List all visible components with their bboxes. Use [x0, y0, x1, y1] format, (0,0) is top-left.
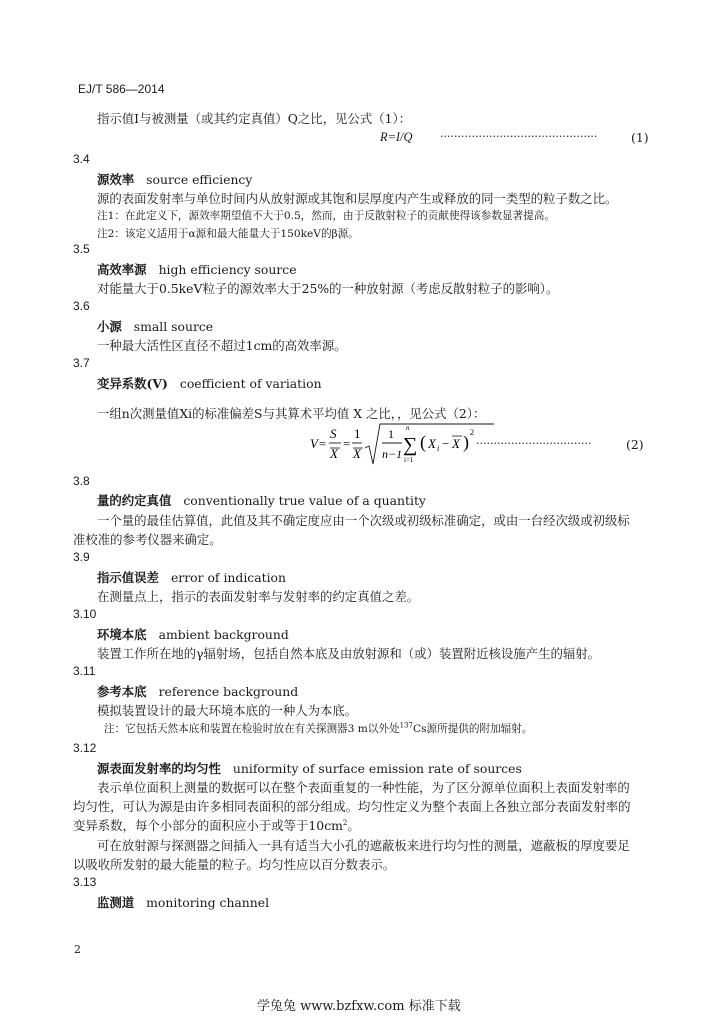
term-en: conventionally true value of a quantity — [183, 493, 426, 508]
section-number: 3.4 — [73, 152, 90, 166]
term-3-6 — [97, 317, 213, 335]
formula-xbar: X — [452, 436, 460, 451]
term-en: error of indication — [170, 570, 286, 585]
watermark: 学兔兔 www.bzfxw.com 标准下载 — [257, 999, 461, 1014]
note: 注2：该定义适用于α源和最大能量大于150keV的β源。 — [97, 228, 359, 240]
section-number: 3.10 — [73, 607, 97, 621]
term-cn: 量的约定真值 — [97, 493, 172, 508]
document-code: EJ/T 586—2014 — [78, 82, 165, 96]
formula-1: R=I/Q — [380, 130, 413, 144]
formula-sub-i: i — [437, 444, 440, 453]
note-text: 注：它包括天然本底和装置在检验时放在有关探测器3 m以外处 — [104, 723, 400, 735]
paragraph-text: 。 — [347, 818, 360, 833]
formula-sum-upper: n — [406, 424, 410, 432]
term-cn: 环境本底 — [97, 627, 147, 642]
paragraph-line — [73, 816, 360, 834]
term-3-8 — [97, 491, 426, 509]
term-3-10 — [97, 625, 289, 643]
formula-v: V= — [310, 436, 327, 451]
formula-sigma: ∑ — [403, 434, 418, 456]
term-cn: 小源 — [97, 319, 122, 334]
term-3-11 — [97, 682, 298, 700]
term-3-4 — [97, 170, 252, 188]
definition: 准校准的参考仪器来确定。 — [73, 532, 222, 547]
formula-sum-lower: i=1 — [404, 456, 414, 464]
formula-n-minus-1: n−1 — [382, 447, 403, 461]
note-superscript: 137 — [399, 721, 413, 730]
term-cn: 源效率 — [97, 172, 135, 187]
formula-exp: 2 — [470, 428, 474, 437]
section-number: 3.7 — [73, 356, 90, 370]
section-number: 3.5 — [73, 242, 90, 256]
note: 注1：在此定义下，源效率期望值不大于0.5，然而，由于反散射粒子的贡献使得该参数显著提高。 — [97, 210, 555, 222]
formula-xi: X — [428, 436, 436, 451]
formula-one: 1 — [354, 426, 361, 441]
formula-2-leader: ································· — [476, 437, 592, 450]
paragraph-line: 均匀性，可认为源是由许多相同表面积的部分组成。均匀性定义为整个表面上各独立部分表面发射率的 — [73, 799, 631, 814]
formula-1-number: (1) — [631, 130, 649, 145]
section-number: 3.6 — [73, 299, 90, 313]
term-en: uniformity of surface emission rate of sources — [232, 761, 522, 776]
definition: 装置工作所在地的γ辐射场，包括自然本底及由放射源和（或）装置附近核设施产生的辐射。 — [97, 646, 601, 661]
term-3-9 — [97, 568, 286, 586]
term-en: reference background — [158, 684, 299, 699]
superscript: 2 — [342, 818, 348, 827]
page-number: 2 — [74, 943, 81, 956]
definition: 模拟装置设计的最大环境本底的一种人为本底。 — [97, 703, 358, 718]
formula-paren: ) — [463, 432, 469, 452]
term-en: ambient background — [158, 627, 289, 642]
term-cn: 变异系数(V) — [97, 376, 168, 391]
formula-s: S — [330, 426, 337, 441]
formula-xbar: X — [353, 446, 361, 461]
formula-2-number: (2) — [626, 437, 644, 452]
paragraph-line: 表示单位面积上测量的数据可以在整个表面重复的一种性能，为了区分源单位面积上表面发射率的 — [97, 780, 630, 795]
term-cn: 参考本底 — [97, 684, 147, 699]
term-cn: 源表面发射率的均匀性 — [97, 761, 221, 776]
formula-paren: ( — [420, 432, 426, 452]
term-3-7 — [97, 374, 322, 392]
note-text: Cs源所提供的附加辐射。 — [412, 723, 533, 735]
term-en: small source — [133, 319, 214, 334]
term-en: monitoring channel — [146, 895, 270, 910]
paragraph-text: 变异系数，每个小部分的面积应小于或等于10cm — [73, 818, 343, 833]
section-number: 3.12 — [73, 741, 97, 755]
definition: 一个量的最佳估算值，此值及其不确定度应由一个次级或初级标准确定，或由一台经次级或初级标 — [97, 513, 630, 528]
formula-2 — [310, 418, 495, 470]
term-3-5 — [97, 260, 297, 278]
section-number: 3.8 — [73, 474, 90, 488]
paragraph-line: 可在放射源与探测器之间插入一具有适当大小孔的遮蔽板来进行均匀性的测量，遮蔽板的厚度要足 — [97, 838, 630, 853]
formula-one: 1 — [388, 427, 394, 441]
definition: 源的表面发射率与单位时间内从放射源或其饱和层厚度内产生或释放的同一类型的粒子数之比。 — [97, 191, 618, 206]
term-cn: 监测道 — [97, 895, 135, 910]
formula-eq: = — [343, 436, 351, 451]
definition: 一组n次测量值Xi的标准偏差S与其算术平均值 X 之比，，见公式（2）： — [97, 406, 486, 421]
term-3-12 — [97, 759, 522, 777]
definition: 对能量大于0.5keV粒子的源效率大于25%的一种放射源（考虑反散射粒子的影响）。 — [97, 281, 559, 296]
paragraph-line: 以吸收所发射的最大能量的粒子。均匀性应以百分数表示。 — [73, 857, 396, 872]
section-number: 3.9 — [73, 550, 90, 564]
term-en: coefficient of variation — [179, 376, 322, 391]
term-cn: 高效率源 — [97, 262, 147, 277]
definition: 一种最大活性区直径不超过1cm的高效率源。 — [97, 338, 347, 353]
formula-xbar: X — [330, 446, 338, 461]
definition: 在测量点上，指示的表面发射率与发射率的约定真值之差。 — [97, 589, 420, 604]
intro-line: 指示值I与被测量（或其约定真值）Q之比，见公式（1）： — [97, 111, 412, 126]
section-number: 3.11 — [73, 664, 96, 678]
term-en: high efficiency source — [158, 262, 297, 277]
formula-1-leader: ············································· — [440, 130, 598, 143]
term-3-13 — [97, 893, 269, 911]
formula-minus: − — [442, 436, 450, 451]
section-number: 3.13 — [73, 875, 97, 889]
term-en: source efficiency — [146, 172, 253, 187]
term-cn: 指示值误差 — [97, 570, 159, 585]
note — [104, 721, 532, 736]
